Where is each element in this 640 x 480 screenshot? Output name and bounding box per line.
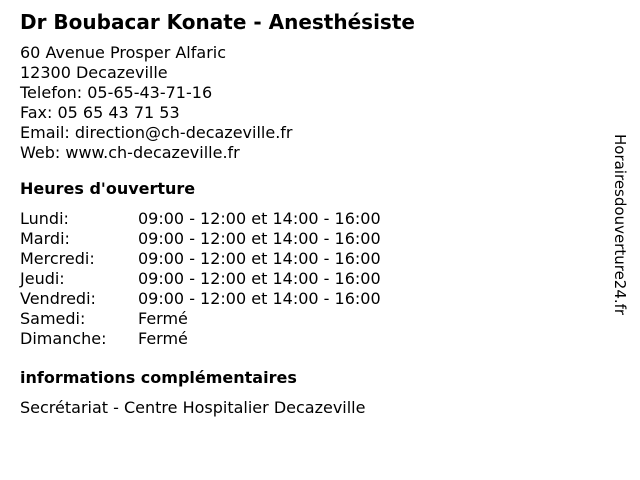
additional-info-text: Secrétariat - Centre Hospitalier Decazeville <box>20 398 366 417</box>
hours-row-wednesday <box>20 249 590 269</box>
opening-hours-heading: Heures d'ouverture <box>20 179 196 198</box>
hours-value: Fermé <box>138 329 188 348</box>
day-label: Dimanche: <box>20 329 107 348</box>
contact-block <box>20 43 590 163</box>
street-address: 60 Avenue Prosper Alfaric <box>20 43 227 62</box>
day-label: Samedi: <box>20 309 86 328</box>
hours-row-friday <box>20 289 590 309</box>
hours-row-thursday <box>20 269 590 289</box>
hours-value: 09:00 - 12:00 et 14:00 - 16:00 <box>138 289 381 308</box>
fax-number: Fax: 05 65 43 71 53 <box>20 103 180 122</box>
day-label: Mercredi: <box>20 249 95 268</box>
website: Web: www.ch-decazeville.fr <box>20 143 240 162</box>
hours-value: Fermé <box>138 309 188 328</box>
hours-value: 09:00 - 12:00 et 14:00 - 16:00 <box>138 249 381 268</box>
hours-row-saturday <box>20 309 590 329</box>
additional-info-heading: informations complémentaires <box>20 368 297 387</box>
practitioner-card <box>20 9 590 418</box>
site-watermark: Horairesdouverture24.fr <box>611 134 629 316</box>
hours-row-monday <box>20 209 590 229</box>
day-label: Lundi: <box>20 209 69 228</box>
day-label: Vendredi: <box>20 289 96 308</box>
email-address: Email: direction@ch-decazeville.fr <box>20 123 293 142</box>
hours-row-tuesday <box>20 229 590 249</box>
hours-row-sunday <box>20 329 590 349</box>
city-address: 12300 Decazeville <box>20 63 168 82</box>
day-label: Mardi: <box>20 229 70 248</box>
page-title: Dr Boubacar Konate - Anesthésiste <box>20 10 415 34</box>
phone-number: Telefon: 05-65-43-71-16 <box>20 83 213 102</box>
hours-value: 09:00 - 12:00 et 14:00 - 16:00 <box>138 269 381 288</box>
hours-value: 09:00 - 12:00 et 14:00 - 16:00 <box>138 229 381 248</box>
opening-hours-table <box>20 209 590 349</box>
day-label: Jeudi: <box>20 269 65 288</box>
hours-value: 09:00 - 12:00 et 14:00 - 16:00 <box>138 209 381 228</box>
